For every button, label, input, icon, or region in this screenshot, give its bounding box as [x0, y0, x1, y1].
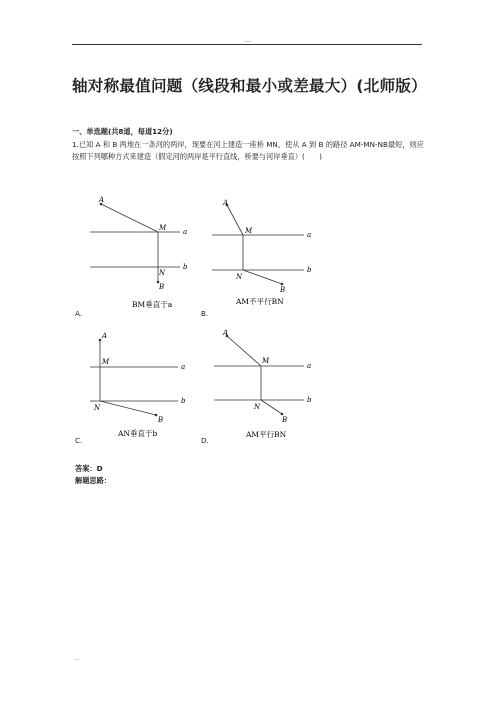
- figure-caption: AN垂直于b: [118, 429, 158, 438]
- header-mark: ---: [244, 38, 252, 45]
- label-line-b: b: [307, 266, 312, 274]
- segment-am: [101, 204, 158, 232]
- option-d-label: D.: [201, 436, 209, 445]
- label-n: N: [94, 404, 101, 412]
- segment-am: [227, 205, 243, 235]
- label-line-b: b: [181, 397, 186, 405]
- segment-am: [227, 336, 261, 366]
- figure-d: [212, 326, 332, 442]
- label-line-b: b: [307, 396, 312, 404]
- section-heading: 一、单选题(共8道，每道12分): [72, 127, 173, 136]
- point-b: [281, 413, 284, 416]
- figure-caption: AM平行BN: [246, 430, 287, 439]
- figure-caption: BM垂直于a: [132, 300, 173, 309]
- label-b: B: [158, 416, 164, 424]
- label-a: A: [223, 329, 229, 337]
- analysis-heading: 解题思路：: [75, 476, 111, 485]
- header-rule: [72, 44, 422, 45]
- label-n: N: [159, 269, 166, 277]
- label-line-a: a: [181, 363, 186, 371]
- page-title: 轴对称最值问题（线段和最小或差最大）(北师版）: [72, 77, 427, 95]
- label-line-a: a: [307, 362, 312, 370]
- figure-a: [84, 190, 194, 310]
- question-text: 1.已知 A 和 B 两地在一条河的两岸，现要在河上建造一座桥 MN，使从 A 到 B 的路径 AM-MN-NB最短，则应按照下列哪种方式来建造（假定河的两岸是平行直线，桥要与河岸垂直）( ): [72, 140, 424, 161]
- segment-nb: [261, 400, 282, 414]
- label-m: M: [245, 227, 253, 235]
- answer-text: 答案：D: [75, 464, 103, 473]
- label-b: B: [282, 416, 288, 424]
- point-b: [155, 414, 158, 417]
- label-m: M: [159, 224, 167, 232]
- label-m: M: [262, 357, 270, 365]
- point-b: [281, 283, 284, 286]
- label-a: A: [99, 196, 105, 204]
- label-m: M: [102, 358, 110, 366]
- figure-b: [210, 195, 330, 307]
- option-b-label: B.: [201, 309, 209, 318]
- label-a: A: [102, 332, 108, 340]
- option-a-label: A.: [75, 309, 83, 318]
- label-line-a: a: [183, 228, 188, 236]
- figure-c: [88, 330, 198, 442]
- figure-caption: AM不平行BN: [236, 297, 284, 306]
- label-n: N: [236, 273, 243, 281]
- label-a: A: [223, 199, 229, 207]
- segment-nb: [243, 270, 282, 284]
- label-line-b: b: [183, 263, 188, 271]
- label-b: B: [280, 286, 286, 294]
- point-a: [99, 339, 102, 342]
- label-n: N: [254, 403, 261, 411]
- label-b: B: [159, 283, 165, 291]
- footer-mark: --: [75, 656, 80, 663]
- label-line-a: a: [307, 231, 312, 239]
- segment-nb: [100, 401, 156, 415]
- option-c-label: C.: [75, 436, 83, 445]
